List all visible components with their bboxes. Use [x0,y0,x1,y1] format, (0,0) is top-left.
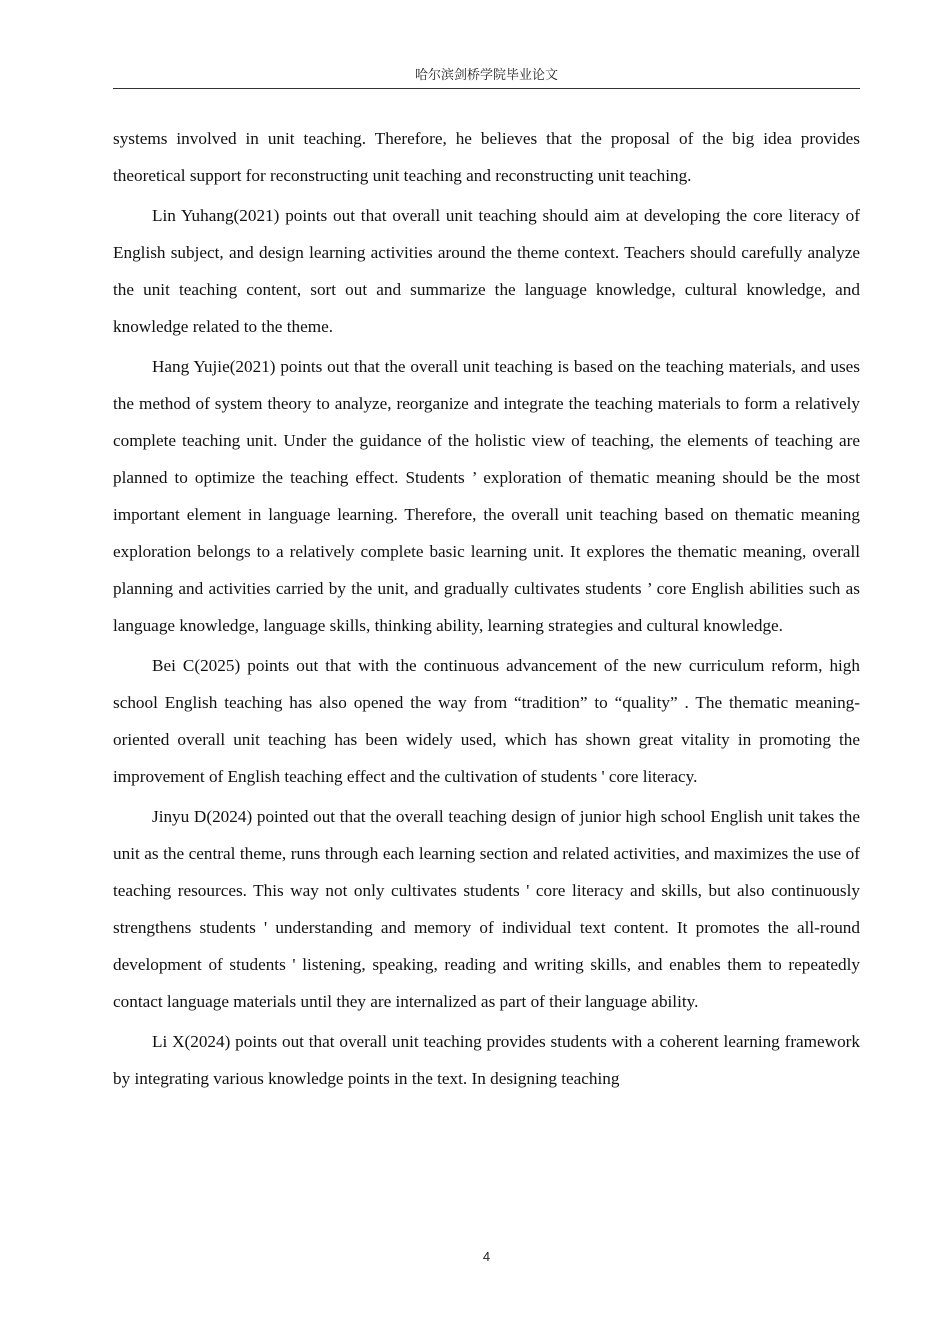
paragraph-hang-yujie: Hang Yujie(2021) points out that the overall unit teaching is based on the teaching materials, and uses the method of system theory to analyze, reorganize and integrate the teaching materials to form a relatively complete teaching unit. Under the guidance of the holistic view of teaching, the elements of teaching are planned to optimize the teaching effect. Students ’ exploration of thematic meaning should be the most important element in language learning. Therefore, the overall unit teaching based on thematic meaning exploration belongs to a relatively complete basic learning unit. It explores the thematic meaning, overall planning and activities carried by the unit, and gradually cultivates students ’ core English abilities such as language knowledge, language skills, thinking ability, learning strategies and cultural knowledge. [113,357,860,635]
page-number: 4 [482,1249,491,1264]
paragraph-bei-c: Bei C(2025) points out that with the continuous advancement of the new curriculum reform, high school English teaching has also opened the way from “tradition” to “quality” . The thematic meaning-oriented overall unit teaching has been widely used, which has shown great vitality in promoting the improvement of English teaching effect and the cultivation of students ' core literacy. [113,656,860,786]
paragraph-continuation: systems involved in unit teaching. Therefore, he believes that the proposal of the big idea provides theoretical support for reconstructing unit teaching and reconstructing unit teaching. [113,129,860,185]
header-divider [113,88,860,89]
page-header: 哈尔滨剑桥学院毕业论文 [414,67,558,82]
paragraph-lin-yuhang: Lin Yuhang(2021) points out that overall unit teaching should aim at developing the core literacy of English subject, and design learning activities around the theme context. Teachers should carefully analyze the unit teaching content, sort out and summarize the language knowledge, cultural knowledge, and knowledge related to the theme. [113,206,860,336]
paragraph-li-x: Li X(2024) points out that overall unit teaching provides students with a coherent learning framework by integrating various knowledge points in the text. In designing teaching [113,1032,860,1088]
paragraph-jinyu-d: Jinyu D(2024) pointed out that the overall teaching design of junior high school English unit takes the unit as the central theme, runs through each learning section and related activities, and maximizes the use of teaching resources. This way not only cultivates students ' core literacy and skills, but also continuously strengthens students ' understanding and memory of individual text content. It promotes the all-round development of students ' listening, speaking, reading and writing skills, and enables them to repeatedly contact language materials until they are internalized as part of their language ability. [113,807,860,1011]
body-text [113,120,860,1100]
